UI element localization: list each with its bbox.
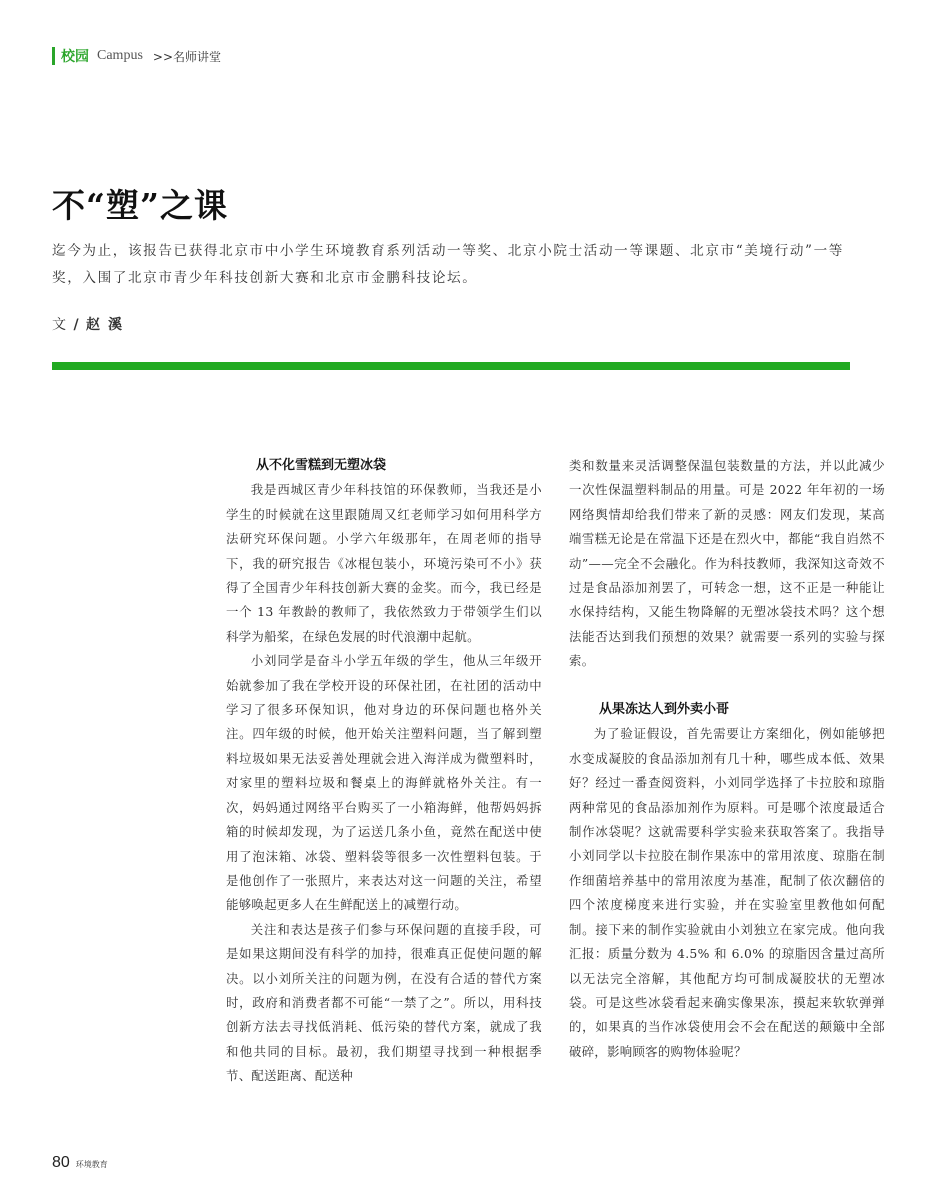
breadcrumb: >>名师讲堂 [152,49,222,64]
subhead-2: 从果冻达人到外卖小哥 [599,702,730,718]
page-footer [52,1154,108,1172]
right-column [569,454,885,1064]
body-paragraph: 我是西城区青少年科技馆的环保教师，当我还是小学生的时候就在这里跟随周又红老师学习如何用科学方法研究环保问题。小学六年级那年，在周老师的指导下，我的研究报告《冰棍包装小，环境污染可不小》获得了全国青少年科技创新大赛的金奖。而今，我已经是一个 13 年教龄的教师了，我依然致力于带领学生们以科学为船桨，在绿色发展的时代浪潮中起航。 [226,482,542,644]
byline [52,314,130,334]
body-paragraph: 为了验证假设，首先需要让方案细化，例如能够把水变成凝胶的食品添加剂有几十种，哪些成本低、效果好？经过一番查阅资料，小刘同学选择了卡拉胶和琼脂两种常见的食品添加剂作为原料。可是哪个浓度最适合制作冰袋呢？这就需要科学实验来获取答案了。我指导小刘同学以卡拉胶在制作果冻中的常用浓度、琼脂在制作细菌培养基中的常用浓度为基准，配制了依次翻倍的四个浓度梯度来进行实验，并在实验室里教他如何配制。接下来的制作实验就由小刘独立在家完成。他向我汇报：质量分数为 4.5% 和 6.0% 的琼脂因含量过高所以无法完全溶解，其他配方均可制成凝胶状的无塑冰袋。可是这些冰袋看起来确实像果冻，摸起来软软弹弹的，如果真的当作冰袋使用会不会在配送的颠簸中全部破碎，影响顾客的购物体验呢？ [569,726,885,1059]
article-title: 不“塑”之课 [52,186,228,225]
paragraph-gap [569,674,885,698]
section-label-en: Campus [97,48,143,63]
left-column [226,454,542,1089]
article-lead: 迄今为止，该报告已获得北京市中小学生环境教育系列活动一等奖、北京小院士活动一等课题、北京市“美境行动”一等奖，入围了北京市青少年科技创新大赛和北京市金鹏科技论坛。 [52,243,844,286]
body-paragraph: 小刘同学是奋斗小学五年级的学生，他从三年级开始就参加了我在学校开设的环保社团，在社团的活动中学习了很多环保知识，他对身边的环保问题也格外关注。四年级的时候，他开始关注塑料问题，当了解到塑料垃圾如果无法妥善处理就会进入海洋成为微塑料时，对家里的塑料垃圾和餐桌上的海鲜就格外关注。有一次，妈妈通过网络平台购买了一小箱海鲜，他帮妈妈拆箱的时候却发现，为了运送几条小鱼，竟然在配送中使用了泡沫箱、冰袋、塑料袋等很多一次性塑料包装。于是他创作了一张照片，来表达对这一问题的关注，希望能够唤起更多人在生鲜配送上的减塑行动。 [226,653,542,913]
body-paragraph: 类和数量来灵活调整保温包装数量的方法，并以此减少一次性保温塑料制品的用量。可是 2022 年年初的一场网络舆情却给我们带来了新的灵感：网友们发现，某高端雪糕无论是在常温下还是在烈火中，都能“我自岿然不动”——完全不会融化。作为科技教师，我深知这奇效不过是食品添加剂罢了，可转念一想，这不正是一种能让水保持结构，又能生物降解的无塑冰袋技术吗？这个想法能否达到我们预想的效果？就需要一系列的实验与探索。 [569,458,885,669]
section-accent-bar [52,47,55,65]
green-divider [52,362,850,370]
body-paragraph: 关注和表达是孩子们参与环保问题的直接手段，可是如果这期间没有科学的加持，很难真正促使问题的解决。以小刘所关注的问题为例，在没有合适的替代方案时，政府和消费者都不可能“一禁了之”。所以，用科技创新方法去寻找低消耗、低污染的替代方案，就成了我和他共同的目标。最初，我们期望寻找到一种根据季节、配送距离、配送种 [226,921,542,1084]
byline-slash: / [73,317,79,333]
byline-prefix: 文 [52,317,66,333]
author-name: 赵溪 [86,317,131,333]
section-header [52,46,221,66]
section-label: 校园 [61,49,89,65]
page-number: 80 [52,1154,70,1171]
publication-name: 环境教育 [75,1160,108,1169]
subhead-1: 从不化雪糕到无塑冰袋 [256,458,387,473]
